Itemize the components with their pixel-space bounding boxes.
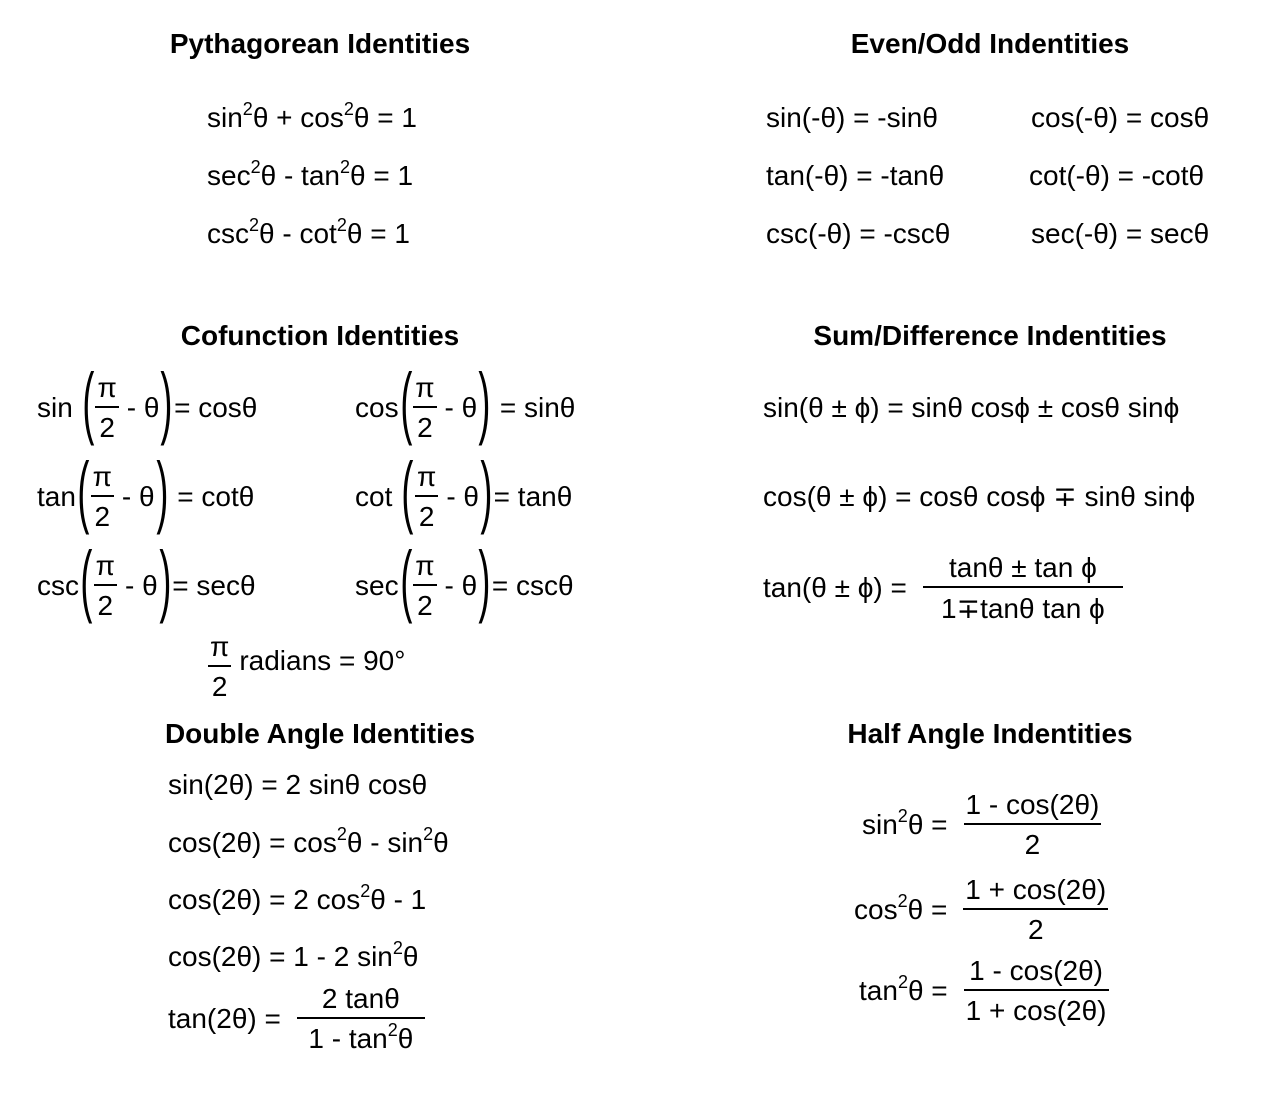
text: csc: [207, 218, 249, 249]
sumdiff-tan: [763, 551, 1123, 624]
function-name: cot: [355, 481, 393, 512]
exponent: 2: [336, 215, 347, 235]
half-title: Half Angle Indentities: [847, 718, 1133, 749]
text: cos(2θ) = 2 cos: [168, 884, 361, 915]
result: = tanθ: [493, 481, 573, 512]
function-name: sec: [355, 570, 399, 601]
cofunction-sec: [355, 535, 574, 626]
right-paren: ): [480, 446, 493, 535]
denominator: [306, 1020, 415, 1055]
numerator: 2 tanθ: [321, 983, 400, 1014]
sumdiff-sin: sin(θ ± ϕ) = sinθ cosϕ ± cosθ sinϕ: [763, 392, 1180, 423]
evenodd-cot: cot(-θ) = -cotθ: [1029, 160, 1205, 191]
text: sin: [207, 102, 243, 133]
text: θ - cot: [259, 218, 337, 249]
tan-double-fraction: [297, 983, 425, 1055]
tan-lhs: tan(θ ± ϕ) =: [763, 572, 907, 603]
minus-theta: - θ: [446, 481, 480, 512]
denominator: 2: [417, 412, 433, 443]
right-paren: ): [478, 357, 491, 446]
exponent: 2: [423, 824, 434, 844]
cofunction-cot: [355, 446, 573, 537]
exponent: 2: [360, 881, 371, 901]
evenodd-sin: sin(-θ) = -sinθ: [766, 102, 938, 133]
left-paren: (: [399, 535, 412, 624]
text: cos(2θ) = cos: [168, 827, 337, 858]
text: sec: [207, 160, 251, 191]
exponent: 2: [242, 99, 253, 119]
denominator: 1 + cos(2θ): [965, 995, 1107, 1026]
text: θ =: [907, 809, 948, 840]
evenodd-sec: sec(-θ) = secθ: [1031, 218, 1210, 249]
fraction-bar: [208, 665, 231, 667]
exponent: 2: [336, 824, 347, 844]
minus-theta: - θ: [124, 570, 158, 601]
half-sin-fraction: [964, 789, 1102, 861]
exponent: 2: [387, 1020, 398, 1040]
exponent: 2: [249, 215, 260, 235]
text: θ: [433, 827, 449, 858]
pi-over-2-fraction: [415, 461, 438, 533]
half-cos: [854, 874, 1108, 945]
pi-over-2-fraction: [208, 631, 231, 703]
result: = cosθ: [174, 392, 258, 423]
pythagorean-identity-1: [207, 99, 417, 133]
numerator: π: [417, 461, 437, 492]
exponent: 2: [897, 806, 908, 826]
fraction-bar: [964, 989, 1109, 991]
denominator: 2: [97, 590, 114, 621]
result: = cscθ: [491, 570, 574, 601]
fraction-bar: [413, 406, 436, 408]
denominator: 2: [1027, 914, 1044, 945]
pythagorean-identity-2: [207, 157, 414, 191]
numerator: π: [210, 631, 230, 662]
fraction-bar: [95, 406, 118, 408]
text: θ =: [907, 975, 948, 1006]
text: θ = 1: [346, 218, 410, 249]
left-paren: (: [399, 357, 412, 446]
left-paren: (: [77, 446, 90, 535]
pi-over-2-fraction: [91, 461, 114, 533]
text: sin: [862, 809, 898, 840]
right-paren: ): [158, 535, 171, 624]
evenodd-csc: csc(-θ) = -cscθ: [766, 218, 951, 249]
cofunction-sin: [37, 357, 258, 448]
text: 1 - tan: [308, 1023, 388, 1054]
text: θ = 1: [353, 102, 417, 133]
function-name: sin: [37, 392, 73, 423]
fraction-bar: [963, 908, 1108, 910]
sin-lhs: [862, 806, 948, 841]
pi-over-2-fraction: [413, 372, 436, 444]
right-paren: ): [160, 357, 173, 446]
fraction-bar: [413, 584, 436, 586]
left-paren: (: [401, 446, 414, 535]
numerator: π: [95, 550, 115, 581]
text: θ = 1: [350, 160, 414, 191]
tan-lhs: [859, 972, 948, 1007]
exponent: 2: [339, 157, 350, 177]
evenodd-tan: tan(-θ) = -tanθ: [766, 160, 945, 191]
numerator: 1 - cos(2θ): [965, 789, 1100, 820]
denominator: 2: [211, 671, 228, 702]
right-paren: ): [155, 446, 168, 535]
cofunction-title: Cofunction Identities: [180, 320, 460, 351]
text: θ: [397, 1023, 414, 1054]
denominator: 2: [1024, 829, 1041, 860]
numerator: π: [415, 372, 435, 403]
function-name: cos: [355, 392, 399, 423]
exponent: 2: [250, 157, 261, 177]
minus-theta: - θ: [444, 392, 478, 423]
text: θ: [402, 941, 419, 972]
cofunction-csc: [37, 535, 256, 626]
cos-lhs: [854, 891, 948, 926]
denominator: 2: [417, 590, 433, 621]
fraction-bar: [964, 823, 1102, 825]
evenodd-title: Even/Odd Indentities: [850, 28, 1130, 59]
fraction-bar: [923, 586, 1123, 588]
numerator: π: [97, 372, 117, 403]
fraction-bar: [91, 495, 114, 497]
denominator: 2: [99, 412, 115, 443]
half-cos-fraction: [963, 874, 1108, 946]
sumdiff-cos: cos(θ ± ϕ) = cosθ cosϕ ∓ sinθ sinϕ: [763, 481, 1196, 512]
minus-theta: - θ: [444, 570, 478, 601]
numerator: 1 + cos(2θ): [965, 874, 1107, 905]
denominator: 2: [94, 501, 111, 532]
right-paren: ): [478, 535, 491, 624]
left-paren: (: [82, 357, 95, 446]
cofunction-cos: [355, 357, 576, 448]
numerator: π: [415, 550, 435, 581]
tan-lhs: tan(2θ) =: [168, 1003, 281, 1034]
fraction-bar: [415, 495, 438, 497]
function-name: csc: [37, 570, 79, 601]
pythagorean-title: Pythagorean Identities: [169, 28, 471, 59]
result: = cotθ: [177, 481, 255, 512]
radians-note: [208, 631, 406, 702]
pythagorean-identity-3: [207, 215, 410, 249]
double-tan: [168, 982, 425, 1056]
text: tan: [859, 975, 898, 1006]
denominator: 1∓tanθ tan ϕ: [941, 592, 1105, 624]
exponent: 2: [392, 938, 403, 958]
result: = sinθ: [499, 392, 576, 423]
text: θ + cos: [252, 102, 344, 133]
exponent: 2: [897, 891, 908, 911]
minus-theta: - θ: [121, 481, 155, 512]
denominator: 2: [418, 501, 435, 532]
half-tan-fraction: [964, 955, 1109, 1027]
double-cos-3: [168, 938, 419, 972]
fraction-bar: [297, 1017, 425, 1019]
sumdiff-title: Sum/Difference Indentities: [813, 320, 1167, 351]
tan-sum-fraction: [923, 552, 1123, 625]
evenodd-cos: cos(-θ) = cosθ: [1031, 102, 1210, 133]
result: = secθ: [172, 570, 256, 601]
numerator: tanθ ± tan ϕ: [948, 551, 1097, 583]
text: cos(2θ) = 1 - 2 sin: [168, 941, 393, 972]
double-cos-2: [168, 881, 427, 915]
text: θ - tan: [260, 160, 340, 191]
half-sin: [862, 789, 1101, 860]
half-tan: [859, 955, 1109, 1026]
numerator: 1 - cos(2θ): [969, 955, 1103, 986]
text: θ - sin: [346, 827, 424, 858]
pi-over-2-fraction: [413, 550, 436, 622]
double-cos-1: [168, 824, 449, 858]
numerator: π: [92, 461, 112, 492]
text: θ - 1: [370, 884, 427, 915]
left-paren: (: [80, 535, 93, 624]
minus-theta: - θ: [126, 392, 160, 423]
function-name: tan: [37, 481, 76, 512]
double-title: Double Angle Identities: [164, 718, 476, 749]
cofunction-tan: [37, 446, 255, 537]
text: θ =: [907, 894, 948, 925]
text: cos: [854, 894, 898, 925]
pi-over-2-fraction: [95, 372, 118, 444]
fraction-bar: [94, 584, 117, 586]
exponent: 2: [343, 99, 354, 119]
exponent: 2: [897, 972, 908, 992]
pi-over-2-fraction: [94, 550, 117, 622]
radians-text: radians = 90°: [239, 645, 406, 676]
double-sin: sin(2θ) = 2 sinθ cosθ: [168, 769, 428, 800]
